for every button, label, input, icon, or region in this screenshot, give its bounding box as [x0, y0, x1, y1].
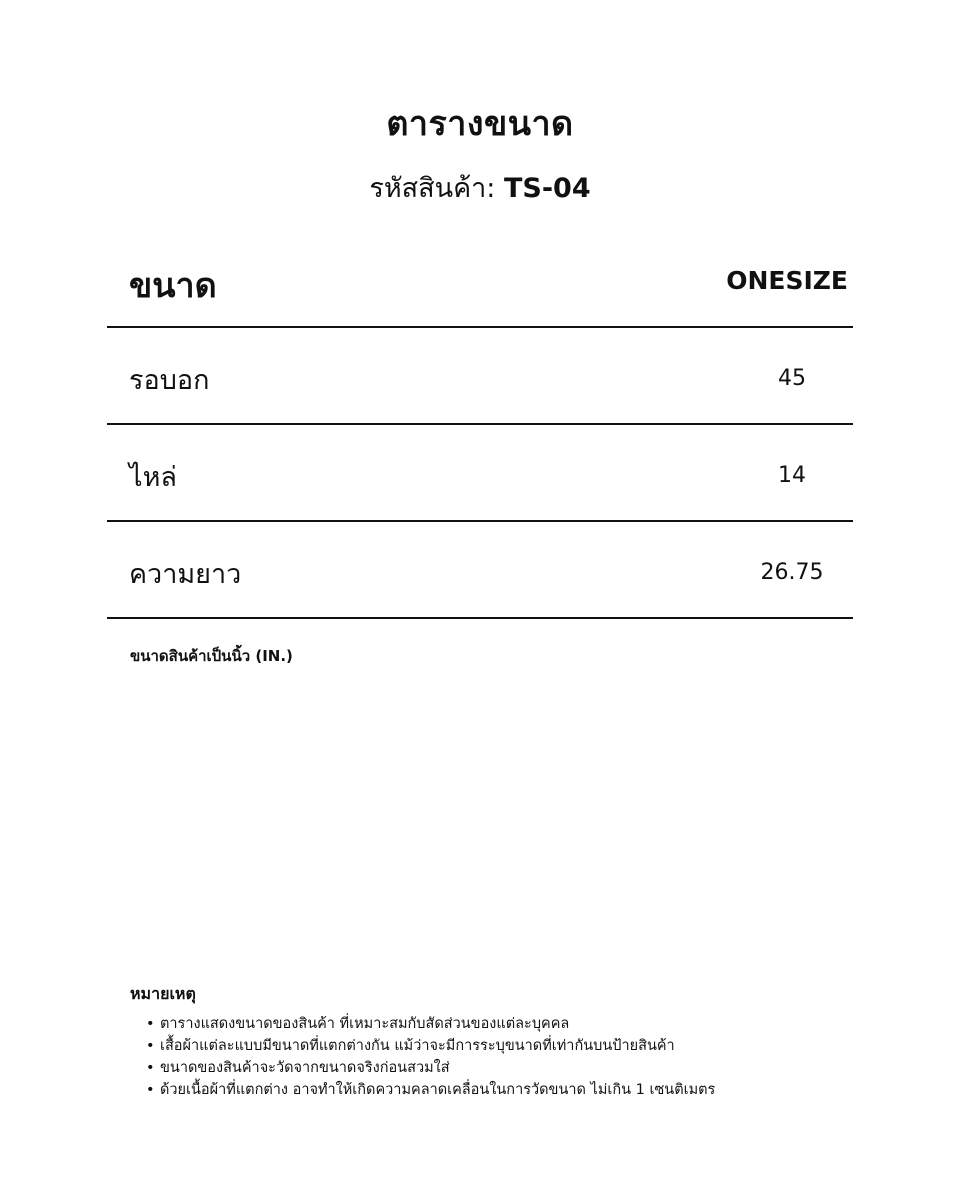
list-item: [146, 1035, 890, 1057]
remark-text: ด้วยเนื้อผ้าที่แตกต่าง อาจทำให้เกิดความคลาดเคลื่อนในการวัดขนาด ไม่เกิน 1 เซนติเมตร: [160, 1082, 716, 1098]
remark-text: ขนาดของสินค้าจะวัดจากขนาดจริงก่อนสวมใส่: [160, 1060, 450, 1076]
table-header: [107, 250, 853, 328]
row-value: 45: [778, 366, 806, 391]
unit-note: ขนาดสินค้าเป็นนิ้ว (IN.): [130, 647, 293, 665]
size-table: [107, 250, 853, 619]
row-value: 26.75: [760, 560, 824, 585]
remarks-list: [130, 1013, 890, 1101]
page-title: ตารางขนาด: [386, 104, 574, 144]
onesize-column-header: ONESIZE: [726, 266, 848, 295]
size-column-header: ขนาด: [129, 266, 217, 306]
row-label: ไหล่: [129, 462, 177, 493]
table-row-chest: [107, 328, 853, 425]
remarks-section: [130, 982, 890, 1101]
product-code-label: รหัสสินค้า:: [369, 173, 504, 204]
list-item: [146, 1013, 890, 1035]
remark-text: ตารางแสดงขนาดของสินค้า ที่เหมาะสมกับสัดส่วนของแต่ละบุคคล: [160, 1016, 570, 1032]
row-value: 14: [778, 463, 806, 488]
row-label: ความยาว: [129, 559, 242, 590]
product-code-line: [0, 166, 960, 209]
remarks-title: หมายเหตุ: [130, 984, 196, 1003]
table-row-length: [107, 522, 853, 619]
bullet: •: [146, 1016, 155, 1032]
table-row-shoulder: [107, 425, 853, 522]
bullet: •: [146, 1038, 155, 1054]
row-label: รอบอก: [129, 365, 210, 396]
list-item: [146, 1057, 890, 1079]
list-item: [146, 1079, 890, 1101]
bullet: •: [146, 1082, 155, 1098]
product-code-value: TS-04: [503, 173, 591, 204]
remark-text: เสื้อผ้าแต่ละแบบมีขนาดที่แตกต่างกัน แม้ว่าจะมีการระบุขนาดที่เท่ากันบนป้ายสินค้า: [160, 1038, 675, 1054]
bullet: •: [146, 1060, 155, 1076]
